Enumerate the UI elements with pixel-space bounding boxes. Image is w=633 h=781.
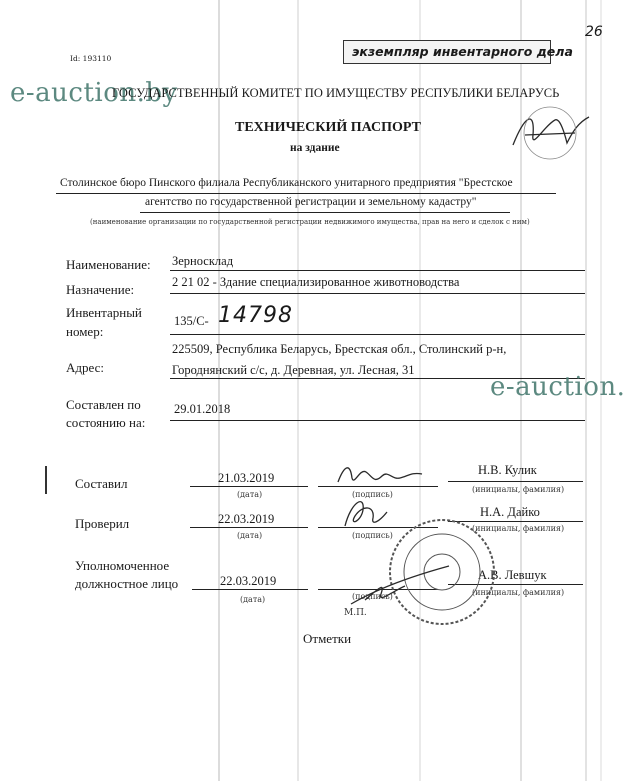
- date-caption: (дата): [237, 490, 263, 499]
- checked-name: Н.А. Дайко: [480, 505, 540, 519]
- inventory-label-2: номер:: [66, 324, 104, 339]
- inventory-printed-prefix: 135/С-: [174, 314, 209, 328]
- official-label-1: Уполномоченное: [75, 558, 170, 573]
- field-underline: [170, 420, 585, 421]
- field-underline: [170, 293, 585, 294]
- organisation-line-2: агентство по государственной регистрации и земельному кадастру": [145, 196, 477, 208]
- compiled-label: Составил: [75, 476, 128, 491]
- name-label: Наименование:: [66, 257, 151, 272]
- checked-date: 22.03.2019: [218, 512, 275, 526]
- committee-header: ГОСУДАРСТВЕННЫЙ КОМИТЕТ ПО ИМУЩЕСТВУ РЕСПУБЛИКИ БЕЛАРУСЬ: [112, 86, 560, 100]
- state-label-1: Составлен по: [66, 397, 141, 412]
- name-caption: (инициалы, фамилия): [472, 524, 565, 533]
- page-number: 26: [585, 24, 603, 40]
- compiled-date: 21.03.2019: [218, 471, 275, 485]
- address-line-1: 225509, Республика Беларусь, Брестская обл., Столинский р-н,: [172, 342, 507, 356]
- address-label: Адрес:: [66, 360, 104, 375]
- scan-artifact-line: [218, 0, 220, 781]
- date-underline: [190, 527, 308, 528]
- purpose-label: Назначение:: [66, 282, 135, 297]
- org-underline: [56, 193, 556, 194]
- seal-place-label: М.П.: [344, 608, 367, 618]
- name-caption: (инициалы, фамилия): [472, 588, 565, 597]
- official-label-2: должностное лицо: [75, 576, 179, 591]
- inventory-label-1: Инвентарный: [66, 305, 142, 320]
- scan-artifact-line: [297, 0, 299, 781]
- organisation-caption: (наименование организации по государственной регистрации недвижимого имущества, прав на него и сделок с ним): [90, 218, 530, 226]
- copy-stamp-text: экземпляр инвентарного дела: [352, 44, 573, 59]
- organisation-line-1: Столинское бюро Пинского филиала Республиканского унитарного предприятия "Брестское: [60, 177, 513, 189]
- document-subtitle: на здание: [290, 142, 340, 154]
- field-underline: [170, 334, 585, 335]
- signature-caption: (подпись): [352, 531, 393, 540]
- official-signature: [345, 560, 455, 610]
- watermark: e-auction.by: [10, 78, 178, 108]
- purpose-value: 2 21 02 - Здание специализированное животноводства: [172, 275, 460, 289]
- compiled-signature: [330, 458, 430, 492]
- name-caption: (инициалы, фамилия): [472, 485, 565, 494]
- signature-caption: (подпись): [352, 592, 393, 601]
- checked-label: Проверил: [75, 516, 130, 531]
- field-underline: [170, 270, 585, 271]
- document-id: Id: 193110: [70, 54, 112, 63]
- approval-signature: [505, 105, 595, 160]
- state-date-value: 29.01.2018: [174, 402, 231, 416]
- date-caption: (дата): [240, 595, 266, 604]
- official-name: А.В. Левшук: [478, 568, 547, 582]
- signature-caption: (подпись): [352, 490, 393, 499]
- compiled-name: Н.В. Кулик: [478, 463, 537, 477]
- date-caption: (дата): [237, 531, 263, 540]
- state-label-2: состоянию на:: [66, 415, 146, 430]
- name-value: Зерносклад: [172, 254, 234, 268]
- scan-artifact-line: [419, 0, 421, 781]
- official-date: 22.03.2019: [220, 574, 277, 588]
- copy-stamp: [343, 40, 573, 64]
- org-underline: [140, 212, 510, 213]
- name-underline: [448, 481, 583, 482]
- date-underline: [190, 486, 308, 487]
- date-underline: [192, 589, 308, 590]
- margin-mark: [45, 466, 47, 494]
- document-title: ТЕХНИЧЕСКИЙ ПАСПОРТ: [235, 120, 421, 135]
- watermark: e-auction.: [490, 372, 626, 402]
- address-line-2: Городнянский с/с, д. Деревная, ул. Лесная, 31: [172, 363, 415, 377]
- marks-label: Отметки: [303, 631, 352, 646]
- inventory-handwritten-number: 14798: [218, 303, 293, 328]
